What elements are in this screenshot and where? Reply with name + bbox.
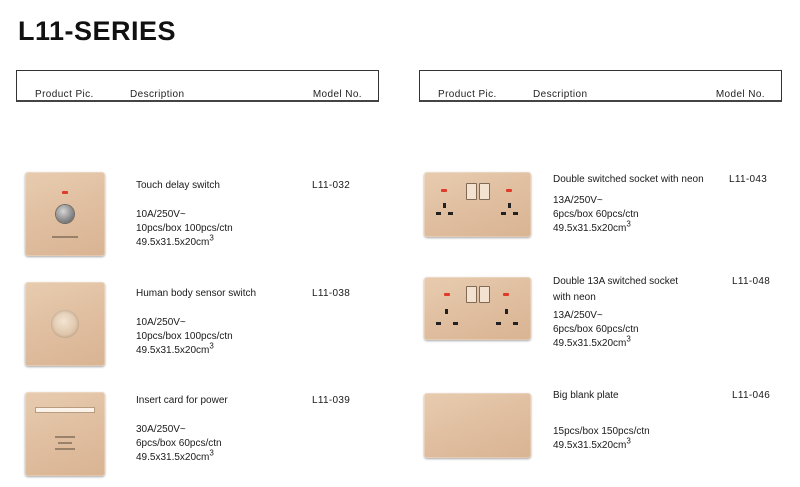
neon-indicator-icon xyxy=(503,293,509,296)
header-model-no: Model No. xyxy=(715,89,765,100)
motion-sensor-icon xyxy=(51,310,79,338)
packing: 10pcs/box 100pcs/ctn xyxy=(136,223,233,234)
packing: 6pcs/box 60pcs/ctn xyxy=(553,324,639,335)
neon-indicator-icon xyxy=(62,191,68,194)
header-product-pic: Product Pic. xyxy=(35,89,94,100)
neon-indicator-icon xyxy=(506,189,512,192)
card-switch-image xyxy=(25,392,105,476)
product-name-line1: Double 13A switched socket xyxy=(553,276,679,287)
socket-pin-icon xyxy=(436,322,441,325)
product-name-line2: with neon xyxy=(553,292,596,303)
printed-label-mark xyxy=(58,442,72,444)
touch-button-icon xyxy=(56,205,74,223)
socket-pin-icon xyxy=(513,212,518,215)
blank-plate-image xyxy=(424,393,531,458)
socket-pin-icon xyxy=(505,309,508,314)
packing: 6pcs/box 60pcs/ctn xyxy=(553,209,639,220)
model-number: L11-032 xyxy=(312,180,351,191)
socket-pin-icon xyxy=(501,212,506,215)
socket-pin-icon xyxy=(448,212,453,215)
product-name: Insert card for power xyxy=(136,395,228,406)
socket-pin-icon xyxy=(443,203,446,208)
packing: 15pcs/box 150pcs/ctn xyxy=(553,426,650,437)
product-name xyxy=(553,275,678,305)
socket-pin-icon xyxy=(496,322,501,325)
product-details xyxy=(136,208,233,250)
neon-indicator-icon xyxy=(444,293,450,296)
carton-size: $49.5x31.5x20cm^3$ xyxy=(136,341,214,356)
socket-pin-icon xyxy=(445,309,448,314)
product-name: Human body sensor switch xyxy=(136,288,257,299)
socket-pin-icon xyxy=(436,212,441,215)
product-name: Big blank plate xyxy=(553,390,619,401)
model-number: L11-046 xyxy=(732,390,771,401)
table-header-right xyxy=(419,70,782,102)
rocker-switch-icon xyxy=(479,183,490,200)
double-socket-image xyxy=(424,172,531,237)
sensor-switch-image xyxy=(25,282,105,366)
rocker-switch-icon xyxy=(479,286,490,303)
product-name: Touch delay switch xyxy=(136,180,220,191)
neon-indicator-icon xyxy=(441,189,447,192)
double-13a-socket-image xyxy=(424,277,531,340)
model-number: L11-039 xyxy=(312,395,351,406)
socket-pin-icon xyxy=(513,322,518,325)
rating: 10A/250V~ xyxy=(136,317,186,328)
header-description: Description xyxy=(130,89,185,100)
rating: 13A/250V~ xyxy=(553,310,603,321)
carton-size: $49.5x31.5x20cm^3$ xyxy=(553,436,631,451)
page-title: L11-SERIES xyxy=(18,16,177,46)
product-details xyxy=(553,425,650,453)
carton-size: $49.5x31.5x20cm^3$ xyxy=(553,334,631,349)
product-details xyxy=(553,309,639,351)
product-details xyxy=(136,423,222,465)
socket-pin-icon xyxy=(508,203,511,208)
carton-size: $49.5x31.5x20cm^3$ xyxy=(136,233,214,248)
rating: 10A/250V~ xyxy=(136,209,186,220)
model-number: L11-048 xyxy=(732,276,771,287)
touch-delay-switch-image xyxy=(25,172,105,256)
packing: 6pcs/box 60pcs/ctn xyxy=(136,438,222,449)
table-header-left xyxy=(16,70,379,102)
printed-label-mark xyxy=(52,236,78,238)
header-description: Description xyxy=(533,89,588,100)
rating: 13A/250V~ xyxy=(553,195,603,206)
carton-size: $49.5x31.5x20cm^3$ xyxy=(553,219,631,234)
packing: 10pcs/box 100pcs/ctn xyxy=(136,331,233,342)
rating: 30A/250V~ xyxy=(136,424,186,435)
printed-label-mark xyxy=(55,448,75,450)
rocker-switch-icon xyxy=(466,286,477,303)
model-number: L11-038 xyxy=(312,288,351,299)
header-model-no: Model No. xyxy=(312,89,362,100)
rocker-switch-icon xyxy=(466,183,477,200)
product-name: Double switched socket with neon xyxy=(553,174,704,185)
product-details xyxy=(553,194,639,236)
socket-pin-icon xyxy=(453,322,458,325)
card-slot-icon xyxy=(35,407,95,413)
header-product-pic: Product Pic. xyxy=(438,89,497,100)
carton-size: $49.5x31.5x20cm^3$ xyxy=(136,448,214,463)
product-details xyxy=(136,316,233,358)
printed-label-mark xyxy=(55,436,75,438)
model-number: L11-043 xyxy=(729,174,768,185)
